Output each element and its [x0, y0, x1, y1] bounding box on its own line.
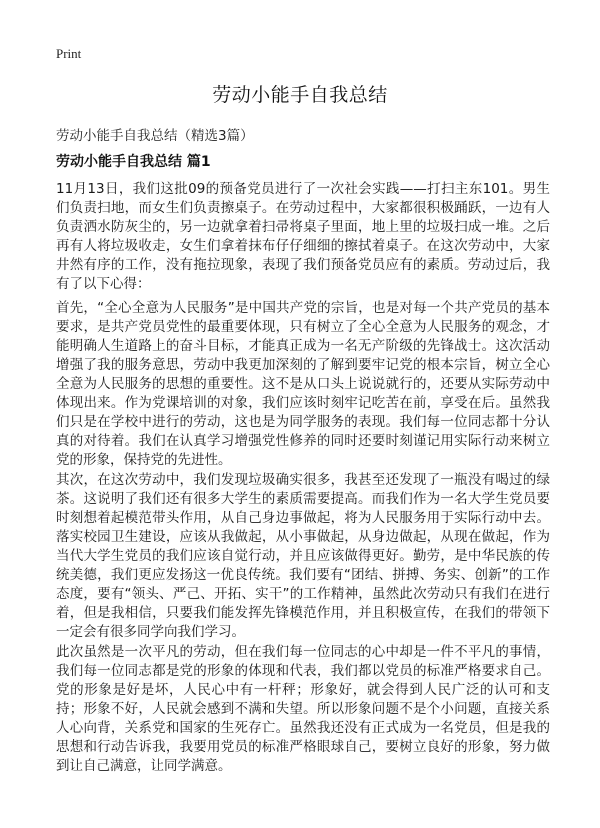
document-subtitle: 劳动小能手自我总结（精选3篇）	[56, 128, 254, 144]
page-title: 劳动小能手自我总结	[212, 84, 388, 106]
paragraph: 此次虽然是一次平凡的劳动，但在我们每一位同志的心中却是一件不平凡的事情，我们每一位同志都是党的形象的体现和代表，我们都以党员的标准严格要求自己。党的形象是好是坏，人民心中有一杆秤；形象好，就会得到人民广泛的认可和支持；形象不好，人民就会感到不满和失望。所以形象问题不是个小问题，直接关系人心向背，关系党和国家的生死存亡。虽然我还没有正式成为一名党员，但是我的思想和行动告诉我，我要用党员的标准严格眼球自己，要树立良好的形象，努力做到让自己满意，让同学满意。	[56, 644, 550, 774]
print-link[interactable]: Print	[56, 46, 82, 61]
paragraph: 首先，“全心全意为人民服务”是中国共产党的宗旨，也是对每一个共产党员的基本要求，是共产党员党性的最重要体现，只有树立了全心全意为人民服务的观念，才能明确人生道路上的奋斗目标，才能真正成为一名无产阶级的先锋战士。这次活动增强了我的服务意思，劳动中我更加深刻的了解到要牢记党的根本宗旨，树立全心全意为人民服务的思想的重要性。这不是从口头上说说就行的，还要从实际劳动中体现出来。作为党课培训的对象，我们应该时刻牢记吃苦在前，享受在后。虽然我们只是在学校中进行的劳动，这也是为同学服务的表现。我们每一位同志都十分认真的对待着。我们在认真学习增强党性修养的同时还要时刻谨记用实际行动来树立党的形象，保持党的先进性。	[56, 300, 550, 468]
paragraph: 11月13日，我们这批09的预备党员进行了一次社会实践——打扫主东101。男生们负责扫地，而女生们负责擦桌子。在劳动过程中，大家都很积极踊跃，一边有人负责洒水防灰尘的，另一边就拿着扫帚将桌子里面，地上里的垃圾扫成一堆。之后再有人将垃圾收走，女生们拿着抹布仔仔细细的擦拭着桌子。在这次劳动中，大家井然有序的工作，没有拖拉现象，表现了我们预备党员应有的素质。劳动过后，我有了以下心得：	[56, 181, 550, 292]
section-heading: 劳动小能手自我总结 篇1	[56, 154, 211, 170]
paragraph: 其次，在这次劳动中，我们发现垃圾确实很多，我甚至还发现了一瓶没有喝过的绿茶。这说明了我们还有很多大学生的素质需要提高。而我们作为一名大学生党员要时刻想着起模范带头作用，从自己身边事做起，将为人民服务用于实际行动中去。落实校园卫生建设，应该从我做起，从小事做起，从身边做起，从现在做起，作为当代大学生党员的我们应该自觉行动，并且应该做得更好。勤劳，是中华民族的传统美德，我们更应发扬这一优良传统。我们要有“团结、拼搏、务实、创新”的工作态度，要有“领头、严己、开拓、实干”的工作精神，虽然此次劳动只有我们在进行着，但是我相信，只要我们能发挥先锋模范作用，并且积极宣传，在我们的带领下一定会有很多同学向我们学习。	[56, 472, 550, 640]
